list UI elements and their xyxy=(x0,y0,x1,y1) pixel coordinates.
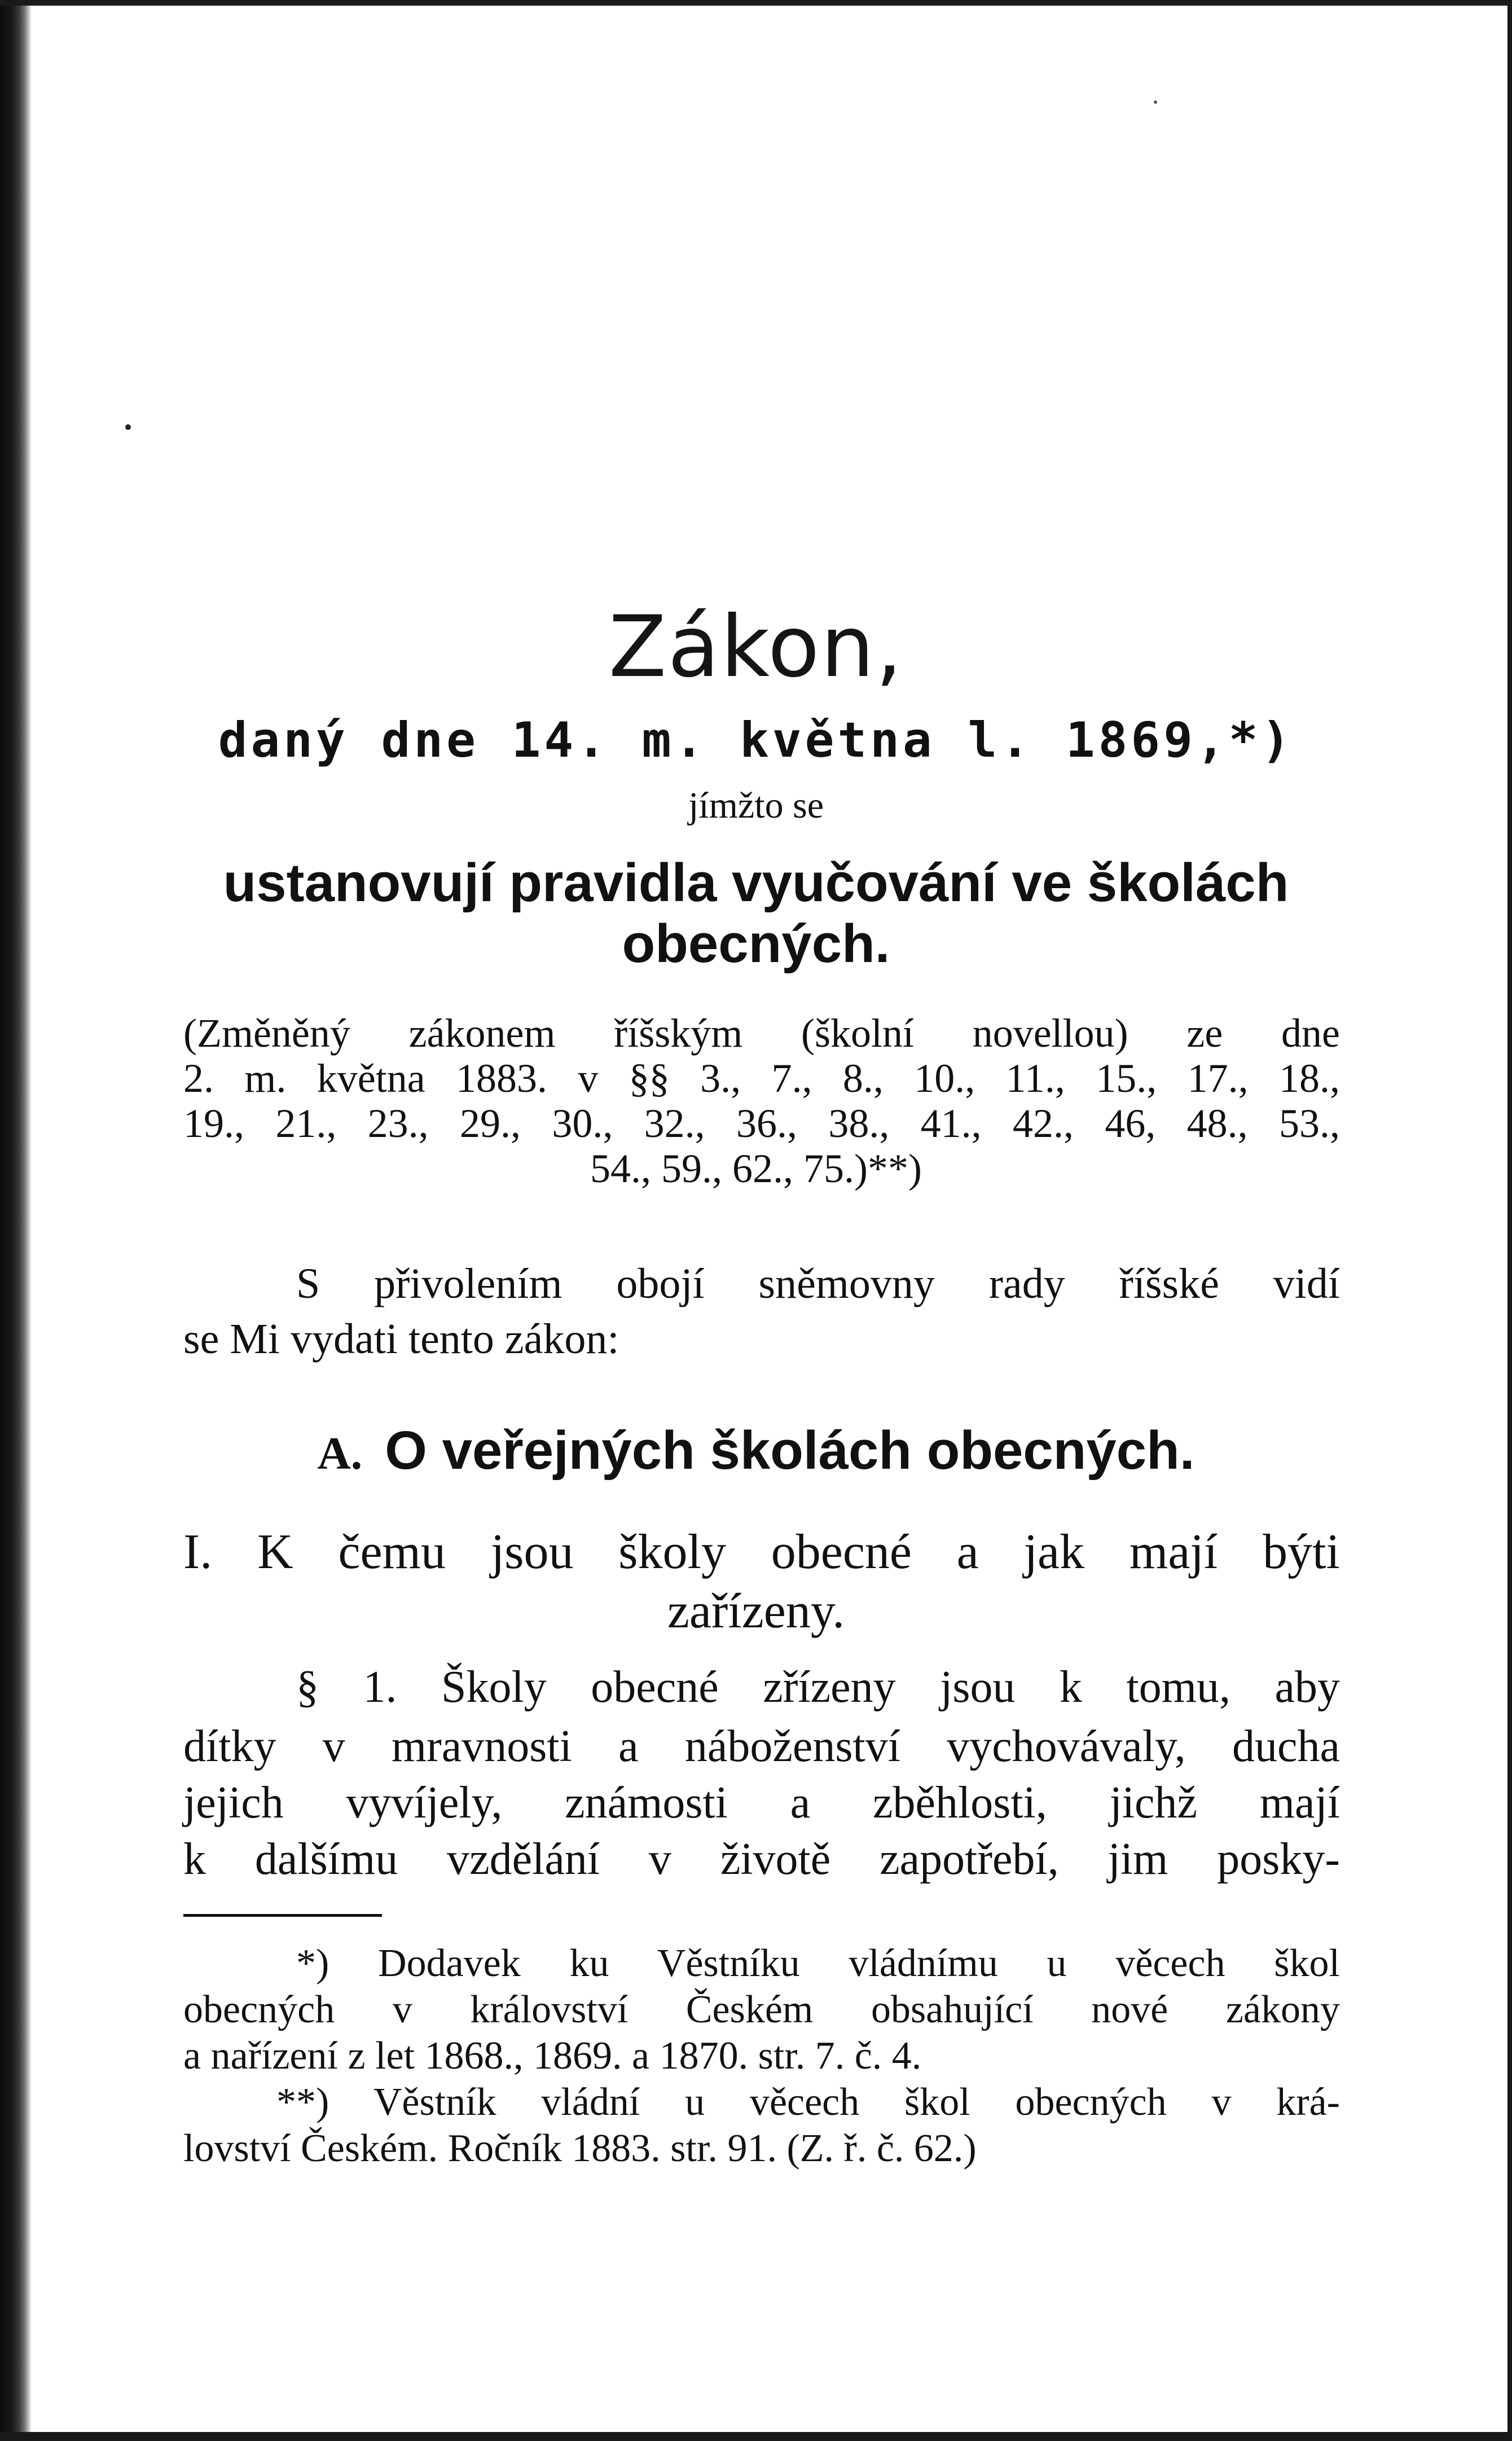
footnote-line: *) Dodavek ku Věstníku vládnímu u věcech škol xyxy=(296,1942,1340,1985)
amendment-note-line: (Změněný zákonem říšským (školní novellou) ze dne xyxy=(183,1011,1340,1056)
amendment-note-line: 19., 21., 23., 29., 30., 32., 36., 38., 41., 42., 46, 48., 53., xyxy=(183,1101,1340,1146)
law-purpose-heading-line-1: ustanovují pravidla vyučování ve školách xyxy=(223,853,1289,913)
paragraph-1-line: k dalšímu vzdělání v životě zapotřebí, jim posky- xyxy=(183,1834,1340,1884)
intro-text: jímžto se xyxy=(688,785,824,826)
footnote-divider xyxy=(183,1914,382,1917)
paragraph-1-line: jejich vyvíjely, známosti a zběhlosti, jichž mají xyxy=(183,1778,1340,1828)
enactment-clause-line: S přivolením obojí sněmovny rady říšské vidí xyxy=(296,1260,1340,1307)
part-one-heading-line-2: zařízeny. xyxy=(667,1584,845,1639)
paragraph-1-line: § 1. Školy obecné zřízeny jsou k tomu, aby xyxy=(296,1662,1340,1712)
section-a-letter: A. xyxy=(317,1428,363,1479)
section-a-title: O veřejných školách obecných. xyxy=(385,1420,1195,1481)
enactment-clause-line: se Mi vydati tento zákon: xyxy=(183,1315,619,1363)
law-purpose-heading-line-2: obecných. xyxy=(622,914,890,974)
footnote-line: obecných v království Českém obsahující nové zákony xyxy=(183,1988,1340,2031)
section-a-heading xyxy=(0,1419,1512,1482)
law-date-subtitle: daný dne 14. m. května l. 1869,*) xyxy=(218,712,1294,769)
amendment-note-line: 54., 59., 62., 75.)**) xyxy=(590,1146,922,1191)
part-one-heading-line-1: I. K čemu jsou školy obecné a jak mají býti xyxy=(183,1525,1340,1579)
footnote-line: a nařízení z let 1868., 1869. a 1870. str. 7. č. 4. xyxy=(183,2034,922,2078)
law-title: Zákon, xyxy=(608,598,904,696)
amendment-note-line: 2. m. května 1883. v §§ 3., 7., 8., 10., 11., 15., 17., 18., xyxy=(183,1056,1340,1101)
footnote-line: lovství Českém. Ročník 1883. str. 91. (Z. ř. č. 62.) xyxy=(183,2127,977,2170)
paragraph-1-line: dítky v mravnosti a náboženství vychovávaly, ducha xyxy=(183,1722,1340,1771)
footnote-line: **) Věstník vládní u věcech škol obecných v krá- xyxy=(276,2080,1340,2124)
